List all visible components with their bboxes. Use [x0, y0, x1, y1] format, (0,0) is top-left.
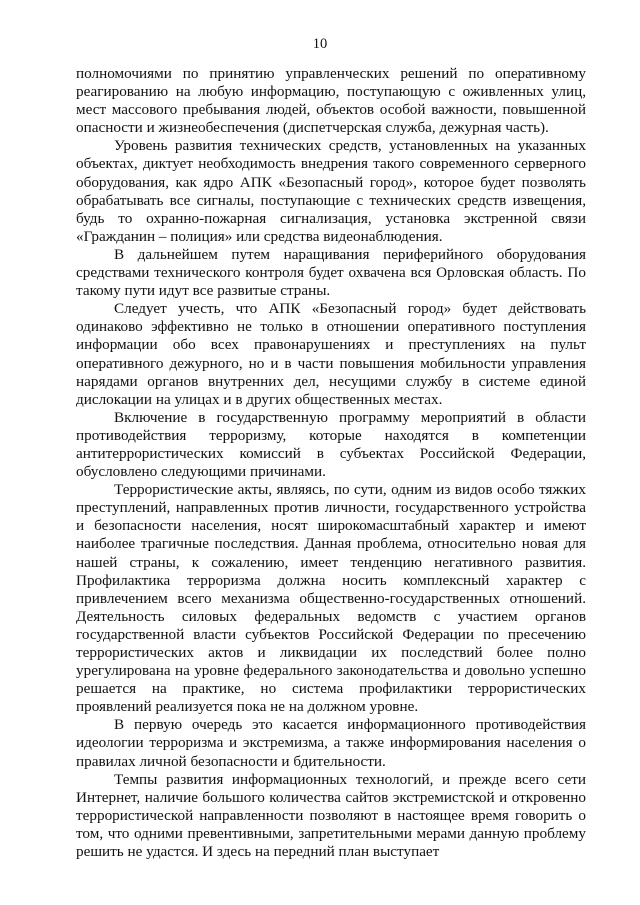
paragraph-orel-region: В дальнейшем путем наращивания периферийного оборудования средствами технического контроля будет охвачена вся Орловская область. По такому пути идут все развитые страны.	[76, 245, 586, 300]
paragraph-internet-technologies: Темпы развития информационных технологий, и прежде всего сети Интернет, наличие большого количества сайтов экстремистской и откровенно террористической направленности позволяют в настоящее время говорить о том, что одними превентивными, запретительными мерами данную проблему решить не удастся. И здесь на передний план выступает	[76, 770, 586, 861]
paragraph-technical-means: Уровень развития технических средств, установленных на указанных объектах, диктует необходимость внедрения такого современного серверного оборудования, как ядро АПК «Безопасный город», которое будет позволять обрабатывать все сигналы, поступающие с технических средств извещения, будь то охранно-пожарная сигнализация, установка экстренной связи «Гражданин – полиция» или средства видеонаблюдения.	[76, 137, 586, 245]
paragraph-terrorist-acts: Террористические акты, являясь, по сути, одним из видов особо тяжких преступлений, направленных против личности, государственного устройства и безопасности населения, носят широкомасштабный характер и имеют наиболее трагичные последствия. Данная проблема, относительно новая для нашей страны, к сожалению, имеет тенденцию негативного развития. Профилактика терроризма должна носить комплексный характер с привлечением всего механизма общественно-государственных отношений. Деятельность силовых федеральных ведомств с участием органов государственной власти субъектов Российской Федерации по пресечению террористических актов и ликвидации их последствий более полно урегулирована на уровне федерального законодательства и довольно успешно решается на практике, но система профилактики террористических проявлений реализуется пока не на должном уровне.	[76, 481, 586, 716]
paragraph-continuation: полномочиями по принятию управленческих решений по оперативному реагированию на любую информацию, поступающую с оживленных улиц, мест массового пребывания людей, объектов особой важности, повышенной опасности и жизнеобеспечения (диспетчерская служба, дежурная часть).	[76, 65, 586, 137]
paragraph-information-counteraction: В первую очередь это касается информационного противодействия идеологии терроризма и экстремизма, а также информирования населения о правилах личной безопасности и бдительности.	[76, 716, 586, 770]
page-number: 10	[312, 36, 328, 52]
paragraph-state-program: Включение в государственную программу мероприятий в области противодействия терроризму, которые находятся в компетенции антитеррористических комиссий в субъектах Российской Федерации, обусловлено следующими причинами.	[76, 408, 586, 481]
paragraph-safe-city: Следует учесть, что АПК «Безопасный город» будет действовать одинаково эффективно не только в отношении оперативного поступления информации обо всех правонарушениях и преступлениях на пульт оперативного дежурного, но и в части повышения мобильности управления нарядами органов внутренних дел, несущими службу в системе единой дислокации на улицах и в других общественных местах.	[76, 300, 586, 408]
document-body	[76, 65, 586, 861]
